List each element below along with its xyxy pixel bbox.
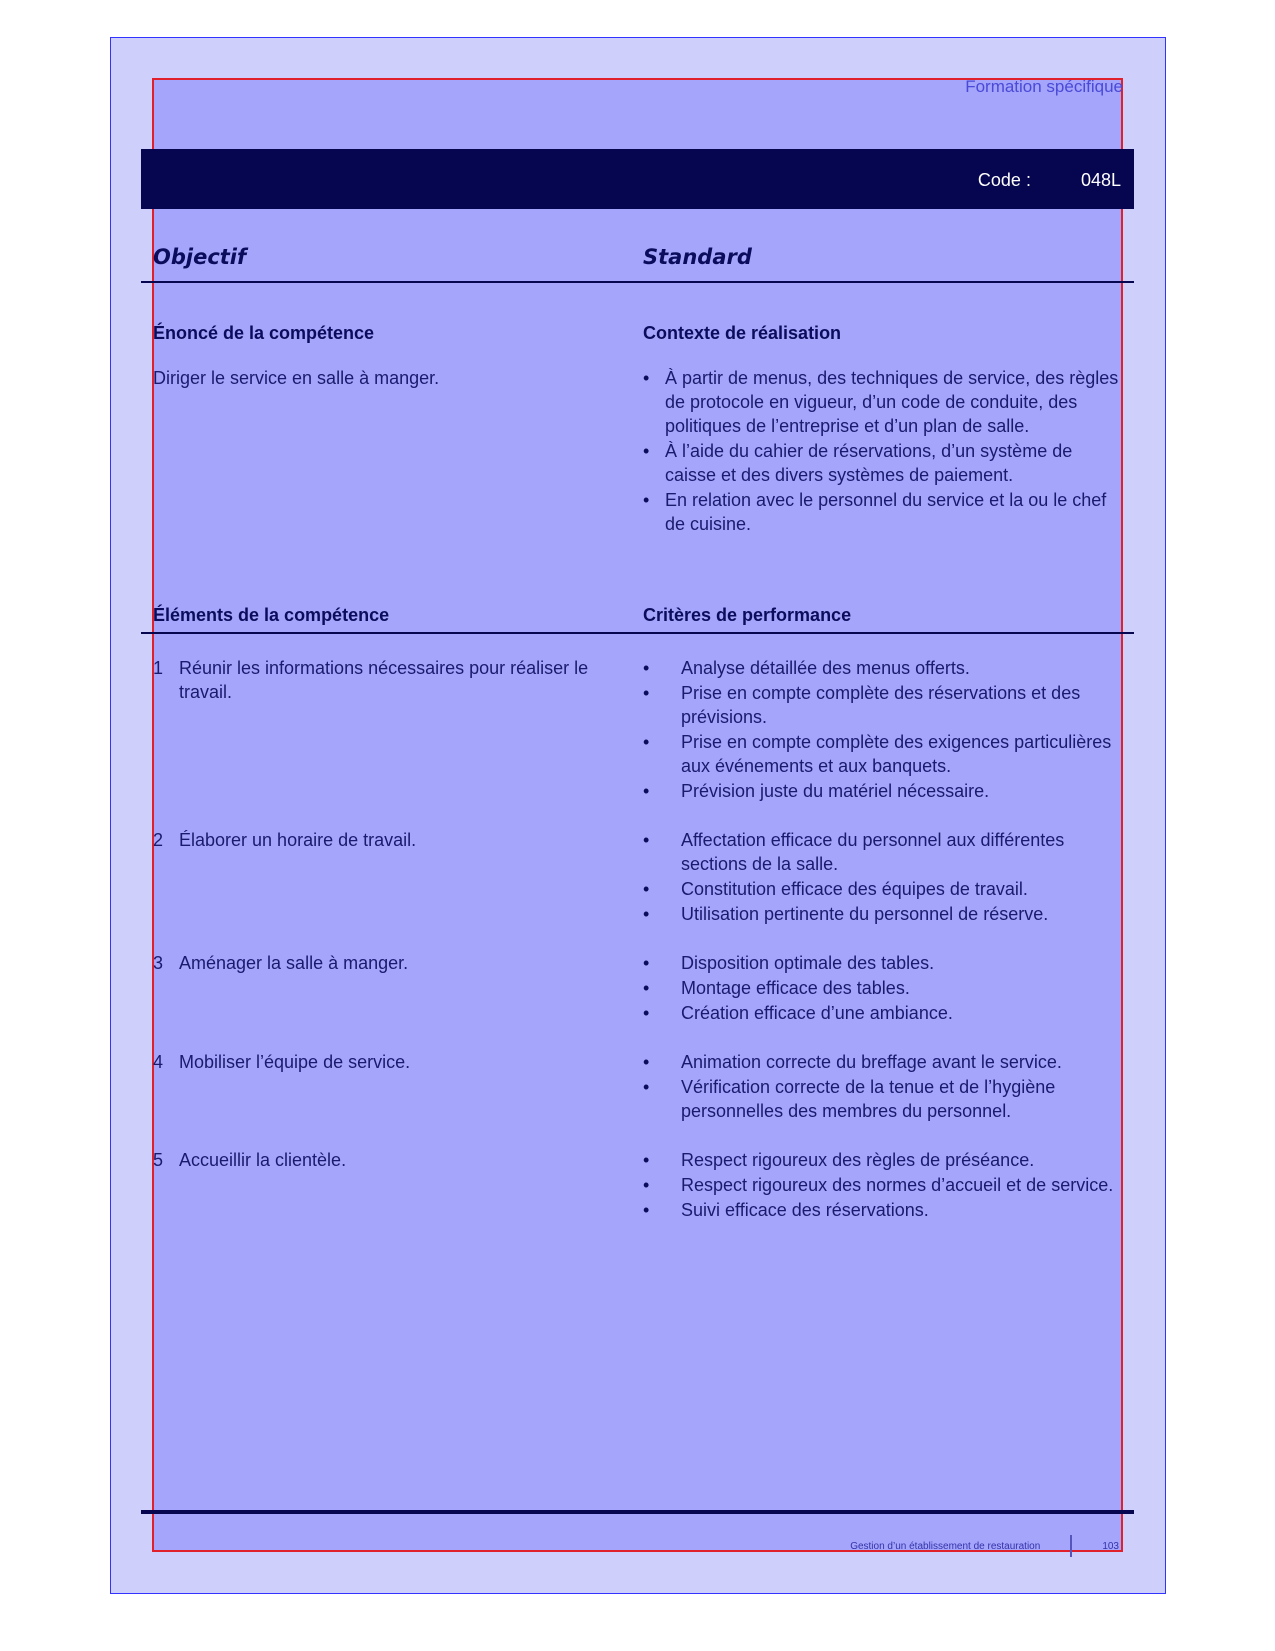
criteria-list-5 (643, 1148, 1123, 1223)
code-value: 048L (1080, 170, 1121, 190)
competence-element-1 (153, 656, 643, 704)
list-item: • Prise en compte complète des exigences particulières aux événements et aux banquets. (643, 730, 1123, 778)
content-area (152, 78, 1123, 1552)
criteria-list-4 (643, 1050, 1123, 1124)
element-number: 4 (153, 1052, 164, 1072)
page-number: 103 (1102, 1540, 1119, 1552)
competence-statement: Diriger le service en salle à manger. (153, 368, 440, 388)
list-item: • À l’aide du cahier de réservations, d’un système de caisse et des divers systèmes de paiement. (643, 439, 1123, 487)
list-item: • À partir de menus, des techniques de service, des règles de protocole en vigueur, d’un code de conduite, des politiques de l’entreprise et d’un plan de salle. (643, 366, 1123, 438)
element-text: Accueillir la clientèle. (179, 1150, 347, 1170)
list-item: • Constitution efficace des équipes de travail. (643, 877, 1123, 901)
page-footer (850, 1535, 1119, 1557)
list-item: • Animation correcte du breffage avant le service. (643, 1050, 1123, 1074)
objective-heading: Objectif (153, 245, 247, 269)
list-item: • Respect rigoureux des normes d’accueil et de service. (643, 1173, 1123, 1197)
statement-heading: Énoncé de la compétence (153, 323, 375, 343)
code-label-group (978, 170, 1121, 191)
element-text: Réunir les informations nécessaires pour réaliser le travail. (179, 658, 589, 702)
list-item: • Analyse détaillée des menus offerts. (643, 656, 1123, 680)
element-text: Élaborer un horaire de travail. (179, 830, 417, 850)
competence-element-4 (153, 1050, 643, 1074)
list-item: • Prise en compte complète des réservations et des prévisions. (643, 681, 1123, 729)
element-text: Mobiliser l’équipe de service. (179, 1052, 411, 1072)
criteria-list-2 (643, 828, 1123, 927)
header-rule (141, 281, 1134, 283)
code-label: Code : (977, 170, 1031, 190)
element-number: 1 (153, 658, 164, 678)
list-item: • Suivi efficace des réservations. (643, 1198, 1123, 1222)
criteria-heading: Critères de performance (643, 605, 852, 625)
criteria-list-1 (643, 656, 1123, 804)
list-item: • Respect rigoureux des règles de préséance. (643, 1148, 1123, 1172)
element-number: 3 (153, 953, 164, 973)
footer-rule (141, 1510, 1134, 1514)
list-item: • Montage efficace des tables. (643, 976, 1123, 1000)
context-heading: Contexte de réalisation (643, 323, 842, 343)
running-title: Formation spécifique (965, 77, 1123, 96)
standard-heading: Standard (643, 245, 752, 269)
competence-element-5 (153, 1148, 643, 1172)
list-item: • Affectation efficace du personnel aux différentes sections de la salle. (643, 828, 1123, 876)
criteria-list-3 (643, 951, 1123, 1026)
footer-program: Gestion d’un établissement de restauration (850, 1540, 1041, 1552)
list-item: • Vérification correcte de la tenue et de l’hygiène personnelles des membres du personnel. (643, 1075, 1123, 1123)
list-item: • Prévision juste du matériel nécessaire. (643, 779, 1123, 803)
element-number: 5 (153, 1150, 164, 1170)
section-rule (141, 632, 1134, 634)
list-item: • En relation avec le personnel du service et la ou le chef de cuisine. (643, 488, 1123, 536)
footer-divider (1070, 1535, 1072, 1557)
element-text: Aménager la salle à manger. (179, 953, 409, 973)
competence-element-2 (153, 828, 643, 852)
list-item: • Création efficace d’une ambiance. (643, 1001, 1123, 1025)
list-item: • Utilisation pertinente du personnel de réserve. (643, 902, 1123, 926)
list-item: • Disposition optimale des tables. (643, 951, 1123, 975)
elements-heading: Éléments de la compétence (153, 605, 390, 625)
element-number: 2 (153, 830, 164, 850)
competence-element-3 (153, 951, 643, 975)
context-list (643, 366, 1123, 537)
